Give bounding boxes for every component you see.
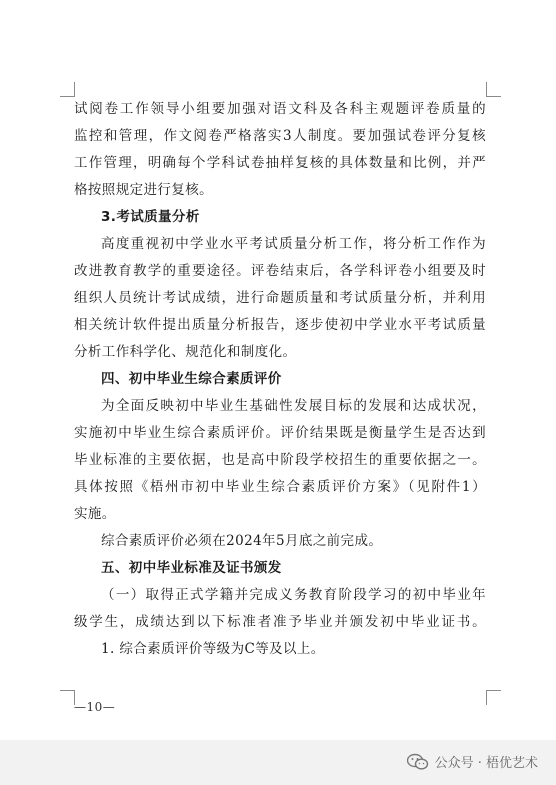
text-line: 相关统计软件提出质量分析报告，逐步使初中学业水平考试质量	[74, 317, 486, 333]
text-line: 综合素质评价必须在2024年5月底之前完成。	[101, 533, 383, 549]
text-line: 实施。	[74, 506, 116, 522]
crop-mark-bottom-left	[60, 690, 75, 705]
section-heading: 五、初中毕业标准及证书颁发	[101, 560, 282, 576]
text-line: 分析工作科学化、规范化和制度化。	[74, 344, 297, 360]
text-line: 毕业标准的主要依据，也是高中阶段学校招生的重要依据之一。	[74, 452, 486, 468]
text-line: 改进教育教学的重要途径。评卷结束后，各学科评卷小组要及时	[74, 263, 486, 279]
crop-mark-bottom-right	[486, 690, 501, 705]
wechat-watermark	[407, 752, 538, 771]
text-line: 工作管理，明确每个学科试卷抽样复核的具体数量和比例，并严	[74, 155, 486, 171]
text-line: 试阅卷工作领导小组要加强对语文科及各科主观题评卷质量的	[74, 101, 486, 117]
section-heading: 3.考试质量分析	[101, 209, 200, 225]
text-line: （一）取得正式学籍并完成义务教育阶段学习的初中毕业年	[101, 587, 486, 603]
text-line: 为全面反映初中毕业生基础性发展目标的发展和达成状况，	[101, 398, 486, 414]
section-heading: 四、初中毕业生综合素质评价	[101, 371, 282, 387]
text-line: 高度重视初中学业水平考试质量分析工作，将分析工作作为	[101, 236, 486, 252]
text-line: 级学生，成绩达到以下标准者准予毕业并颁发初中毕业证书。	[74, 614, 486, 630]
crop-mark-top-right	[486, 82, 501, 97]
text-line: 组织人员统计考试成绩，进行命题质量和考试质量分析，并利用	[74, 290, 486, 306]
page-number: —10—	[74, 700, 116, 714]
text-line: 监控和管理，作文阅卷严格落实3人制度。要加强试卷评分复核	[74, 128, 486, 144]
watermark-text: 公众号 · 梧优艺术	[434, 756, 538, 771]
text-line: 格按照规定进行复核。	[74, 182, 213, 198]
text-line: 1. 综合素质评价等级为C等及以上。	[101, 641, 325, 657]
wechat-icon	[407, 753, 429, 771]
text-line: 具体按照《梧州市初中毕业生综合素质评价方案》（见附件1）	[74, 479, 486, 495]
crop-mark-top-left	[60, 82, 75, 97]
text-line: 实施初中毕业生综合素质评价。评价结果既是衡量学生是否达到	[74, 425, 486, 441]
document-body	[74, 96, 486, 663]
